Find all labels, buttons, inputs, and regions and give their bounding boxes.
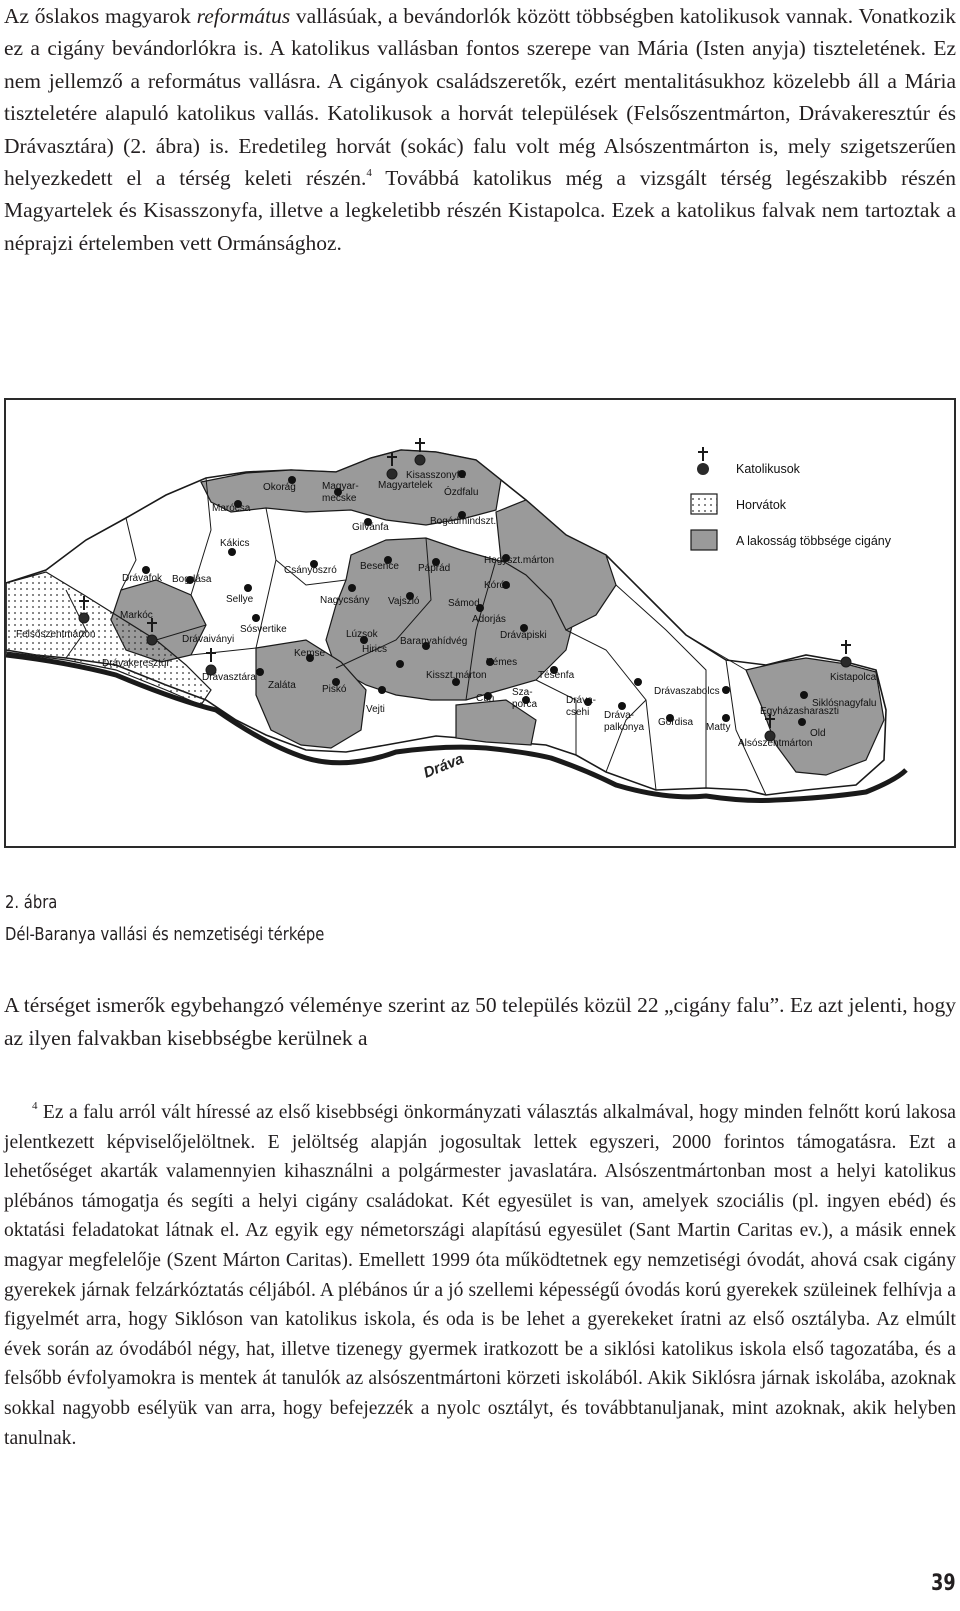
paragraph-text: Az őslakos magyarok xyxy=(4,4,197,28)
village-label: Gordisa xyxy=(658,717,694,728)
village-label: Sámod xyxy=(448,598,480,609)
village-label: Kisasszonyfa xyxy=(406,470,465,481)
italic-term: református xyxy=(196,4,291,28)
village-label: Sósvertike xyxy=(240,624,287,635)
village-label: porca xyxy=(512,699,538,710)
village-label: Dráva- xyxy=(604,710,635,721)
village-label: mecske xyxy=(322,493,357,504)
body-paragraph-2: A térséget ismerők egybehangzó véleménye szerint az 50 település közül 22 „cigány falu”. Ez azt jelenti, hogy az ilyen falvakban kisebbségbe kerülnek a xyxy=(4,993,956,1050)
village-label: Páprád xyxy=(418,563,451,574)
map-legend xyxy=(691,447,892,550)
village-label: Felsőszentmárton xyxy=(16,629,96,640)
caption-number: 2. ábra xyxy=(5,892,58,913)
village-label: Bogdása xyxy=(172,574,212,585)
village-label: Kákics xyxy=(220,538,250,549)
paragraph-text: vallásúak, a bevándorlók között többségben katolikusok vannak. Vonatkozik ez a cigány bevándorlókra is. A katolikus vallásban fontos szerepe van Mária (Isten anyja) tiszteletének. Ez nem jellemző a református vallásra. A cigányok családszeretők, ezért mentalitásukhoz közelebb áll a Mária tiszteletére alapuló katolikus vallás. Katolikusok a horvát települések (Felsőszentmárton, Drávakeresztúr és Drávasztára) (2. ábra) is. Eredetileg horvát (sokác) falu volt még Alsószentmárton is, mely szigetszerűen helyezkedett el a térség keleti részén. xyxy=(4,4,956,191)
caption-title: Dél-Baranya vallási és nemzetiségi térképe xyxy=(5,924,325,945)
legend-label: A lakosság többsége cigány xyxy=(736,534,891,548)
village-label: Kemse xyxy=(294,648,326,659)
village-label: Sza- xyxy=(512,687,533,698)
village-label: Csányoszró xyxy=(284,565,337,576)
village-label: Gilvánfa xyxy=(352,522,389,533)
figure-caption xyxy=(5,887,324,951)
village-label: csehi xyxy=(566,707,590,718)
legend-label: Horvátok xyxy=(736,498,787,512)
village-label: Ózdfalu xyxy=(444,487,479,498)
village-label: Drávaszabolcs xyxy=(654,686,720,697)
footnote-text: Ez a falu arról vált híressé az első kisebbségi önkormányzati választás alkalmával, hogy minden felnőtt korú lakosa jelentkezett képviselőjelöltnek. E jelöltség alapján jogosultak lettek egyszeri, 2000 forintos támogatásra. Ezt a lehetőséget akarták valamennyien kihasználni a polgármester javaslatára. Alsószentmártonban most a helyi katolikus plébános támogatja és segíti a helyi cigány családokat. Két egyesület is van, amelyek szociális (pl. ingyen ebéd) és oktatási feladatokat látnak el. Az egyik egy németországi alapítású egyesület (Sant Martin Caritas ev.), a másik ennek magyar megfelelője (Szent Márton Caritas). Emellett 1999 óta működtetnek egy nemzetiségi óvodát, ahová csak cigány gyerekek járnak felzárkóztatás céljából. A plébános úr a jó szellemi képességű óvodás korú gyerekek szüleinek felhívja a figyelmét arra, hogy Siklóson van katolikus iskola, és oda is be lehet a gyerekeket íratni az első osztályba. Az elmúlt évek során az óvodából négy, hat, illetve tizenegy gyermek iratkozott be a siklósi katolikus iskola első tagozatába, és a felsőbb évfolyamokra is mentek át tanulók az alsószentmártoni körzeti iskolából. Akik Siklósra járnak iskolába, azoknak sokkal nagyobb esélyük van arra, hogy befejezzék a nyolc osztályt, és továbbtanuljanak, mint azoknak, akik helyben tanulnak. xyxy=(4,1102,956,1449)
village-label: Marócsa xyxy=(212,503,251,514)
village-label: Kisszt.márton xyxy=(426,670,487,681)
footnote-marker: 4 xyxy=(32,1100,38,1113)
village-label: Drávapiski xyxy=(500,630,547,641)
village-label: Old xyxy=(810,728,826,739)
village-label: Tésenfa xyxy=(538,670,575,681)
legend-label: Katolikusok xyxy=(736,462,800,476)
village-label: Besence xyxy=(360,561,399,572)
village-label: Baranyahídvég xyxy=(400,636,468,647)
village-label: Hirics xyxy=(362,644,387,655)
village-label: Egyházasharaszti xyxy=(760,706,839,717)
village-label: Drávaiványi xyxy=(182,634,235,645)
map-svg xyxy=(6,400,956,848)
village-label: Sellye xyxy=(226,594,254,605)
village-label: Drávasztára xyxy=(202,672,256,683)
village-label: Bogádmindszt. xyxy=(430,516,497,527)
catholic-cross-icon xyxy=(841,640,851,667)
village-label: Matty xyxy=(706,722,731,733)
village-label: Kémes xyxy=(486,657,518,668)
village-label: Lúzsok xyxy=(346,629,378,640)
footnote-ref[interactable]: 4 xyxy=(366,166,372,179)
page-number: 39 xyxy=(931,1571,956,1596)
village-label: Drávafok xyxy=(122,573,163,584)
footnote xyxy=(4,1098,956,1453)
river-label: Dráva xyxy=(421,750,467,782)
legend-catholic-icon xyxy=(697,447,709,475)
village-label: Kistapolca xyxy=(830,672,877,683)
village-label: Vejti xyxy=(366,704,385,715)
village-label: Alsószentmárton xyxy=(738,738,813,749)
village-label: Drávakeresztúr xyxy=(102,658,170,669)
body-paragraph-1 xyxy=(4,0,956,259)
village-label: Okorág xyxy=(263,482,296,493)
village-label: Magyartelek xyxy=(378,480,433,491)
village-label: Piskó xyxy=(322,684,347,695)
village-label: Hegyszt.márton xyxy=(484,555,555,566)
village-label: Kórós xyxy=(484,580,511,591)
village-label: Nagycsány xyxy=(320,595,370,606)
village-label: Adorjás xyxy=(472,614,506,625)
village-label: Siklósnagyfalu xyxy=(812,698,877,709)
village-label: Zaláta xyxy=(268,680,296,691)
legend-gypsy-swatch xyxy=(691,530,717,550)
village-label: Markóc xyxy=(120,610,153,621)
legend-croatian-swatch xyxy=(691,494,717,514)
paragraph-text: Továbbá katolikus még a vizsgált térség legészakibb részén Magyartelek és Kisasszonyfa, illetve a legkeletibb részén Kistapolca. Ezek a katolikus falvak nem tartoztak a néprajzi értelemben vett Ormánsághoz. xyxy=(4,166,956,255)
village-label: Dráva- xyxy=(566,695,597,706)
map-figure xyxy=(4,398,956,848)
village-label: Vajszló xyxy=(388,596,420,607)
village-label: Cún xyxy=(476,693,495,704)
village-label: Magyar- xyxy=(322,481,359,492)
village-label: palkonya xyxy=(604,722,645,733)
